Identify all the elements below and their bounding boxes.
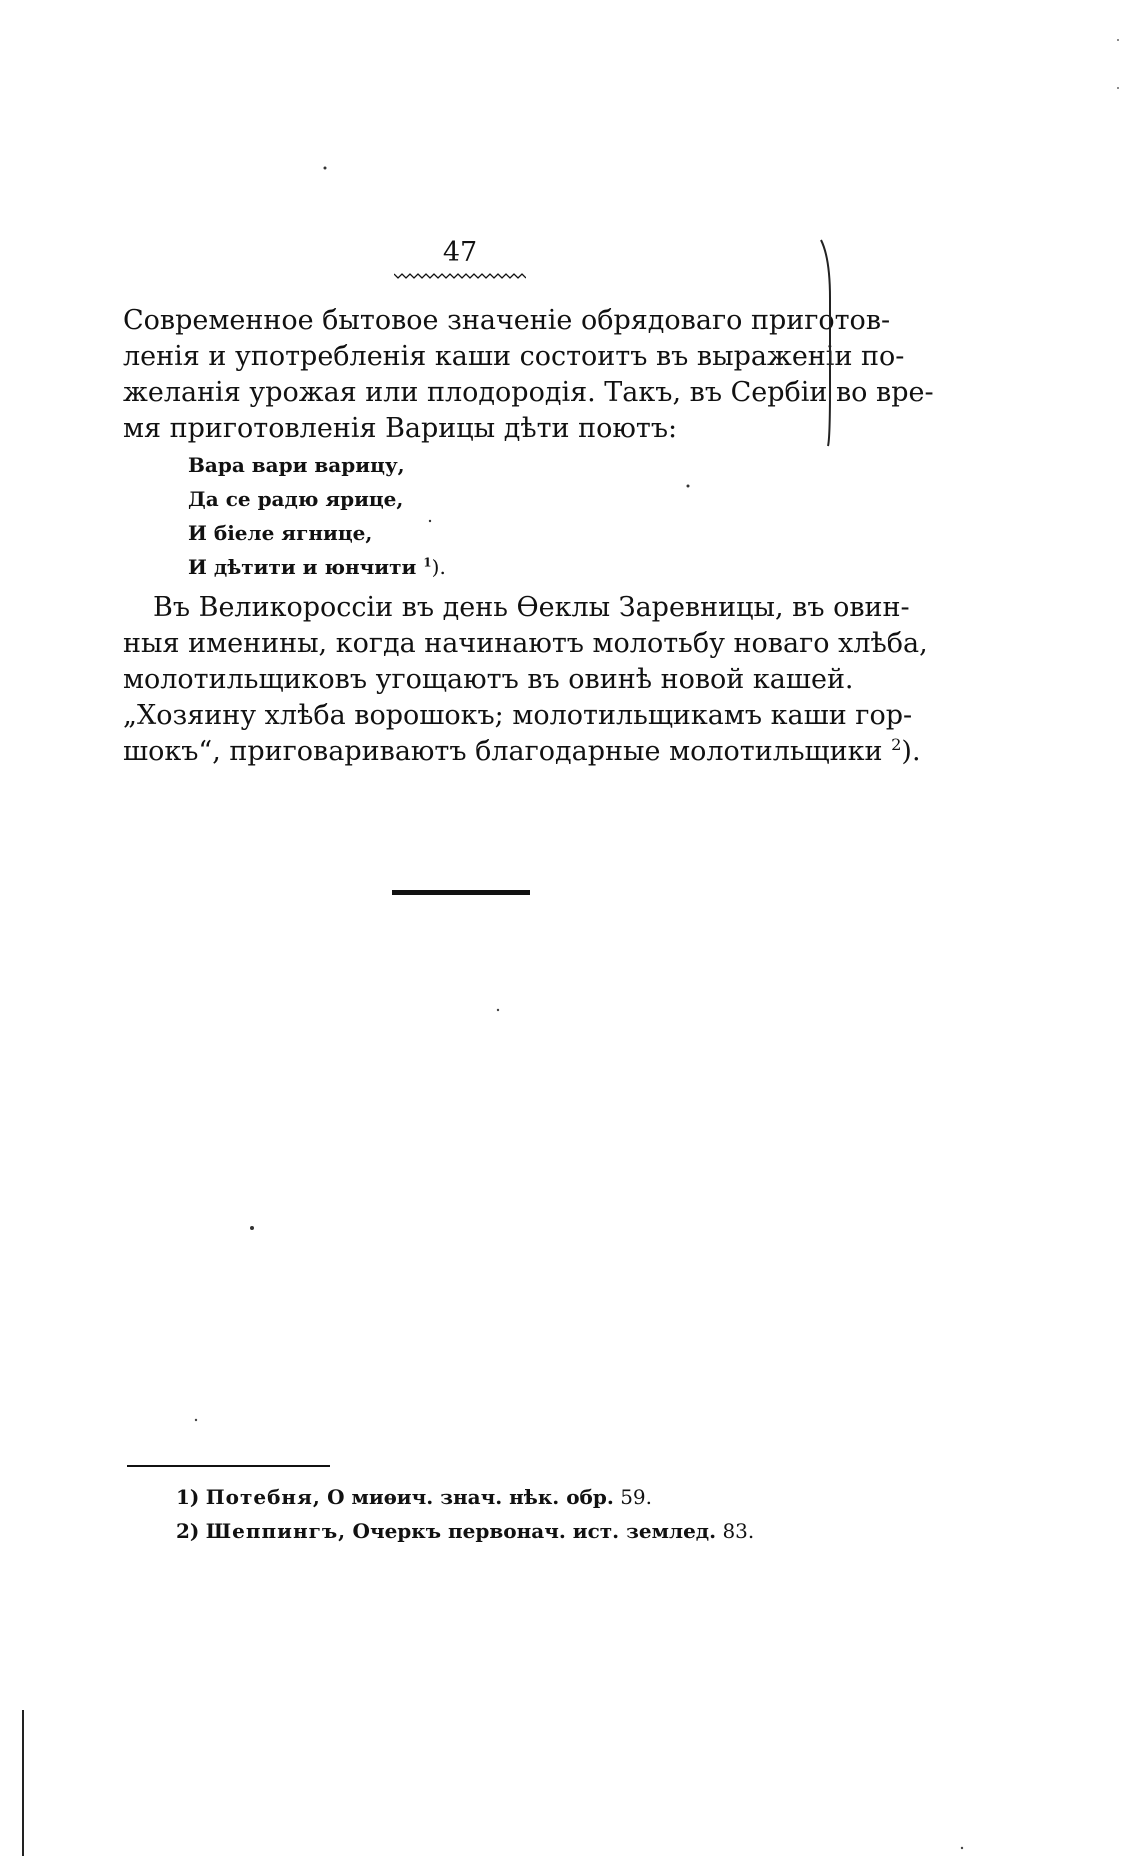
footnote-author: Шеппингъ, bbox=[205, 1519, 347, 1543]
footnote-rule bbox=[127, 1465, 330, 1467]
paragraph-1-line: мя приготовленія Варицы дѣти поютъ: bbox=[123, 413, 678, 444]
paragraph-2-line: „Хозяину хлѣба ворошокъ; молотильщикамъ каши гор- bbox=[123, 700, 913, 731]
footnote-1 bbox=[176, 1480, 754, 1514]
section-divider bbox=[392, 890, 530, 895]
verse-closing: ). bbox=[431, 555, 446, 579]
footnote-page: 59. bbox=[620, 1485, 653, 1509]
paragraph-2-closing: ). bbox=[901, 736, 921, 767]
paragraph-2-line: Въ Великороссіи въ день Ѳеклы Заревницы, въ овин- bbox=[153, 592, 910, 623]
paragraph-2-line-last bbox=[123, 734, 921, 770]
paragraph-2-last-text: шокъ“, приговариваютъ благодарные молотильщики bbox=[123, 736, 883, 767]
footnote-marker: 1) bbox=[176, 1485, 200, 1509]
verse-line-text: И дѣтити и юнчити bbox=[188, 555, 417, 579]
paragraph-1-line: ленія и употребленія каши состоитъ въ выраженіи по- bbox=[123, 341, 905, 372]
verse-line: Вара вари варицу, bbox=[188, 453, 405, 477]
paragraph-2 bbox=[123, 590, 928, 770]
footnote-marker: 2) bbox=[176, 1519, 200, 1543]
footnote-page: 83. bbox=[722, 1519, 755, 1543]
footnote-title: Очеркъ первонач. ист. землед. bbox=[352, 1519, 717, 1543]
folk-song-verse bbox=[188, 448, 446, 584]
paragraph-1-line: желанія урожая или плодородія. Такъ, въ Сербіи во вре- bbox=[123, 377, 934, 408]
footnote-author: Потебня, bbox=[205, 1485, 321, 1509]
margin-bracket-mark bbox=[820, 238, 834, 448]
verse-line: И біеле ягнице, bbox=[188, 521, 373, 545]
footnote-ref-1: 1 bbox=[423, 555, 432, 570]
paragraph-2-line: молотильщиковъ угощаютъ въ овинѣ новой кашей. bbox=[123, 664, 854, 695]
verse-line-last bbox=[188, 550, 446, 584]
footnote-ref-2: 2 bbox=[891, 735, 902, 754]
page-number: 47 bbox=[442, 237, 478, 268]
paragraph-1-line: Современное бытовое значеніе обрядоваго приготов- bbox=[123, 305, 891, 336]
footnote-title: О миѳич. знач. нѣк. обр. bbox=[327, 1485, 614, 1509]
paragraph-2-line: ныя именины, когда начинаютъ молотьбу новаго хлѣба, bbox=[123, 628, 928, 659]
page-number-ornament bbox=[394, 270, 526, 280]
scan-edge-line bbox=[22, 1710, 24, 1856]
verse-line: Да се радю ярице, bbox=[188, 487, 404, 511]
footnote-2 bbox=[176, 1514, 754, 1548]
paragraph-1 bbox=[123, 303, 934, 447]
footnotes bbox=[176, 1480, 754, 1548]
